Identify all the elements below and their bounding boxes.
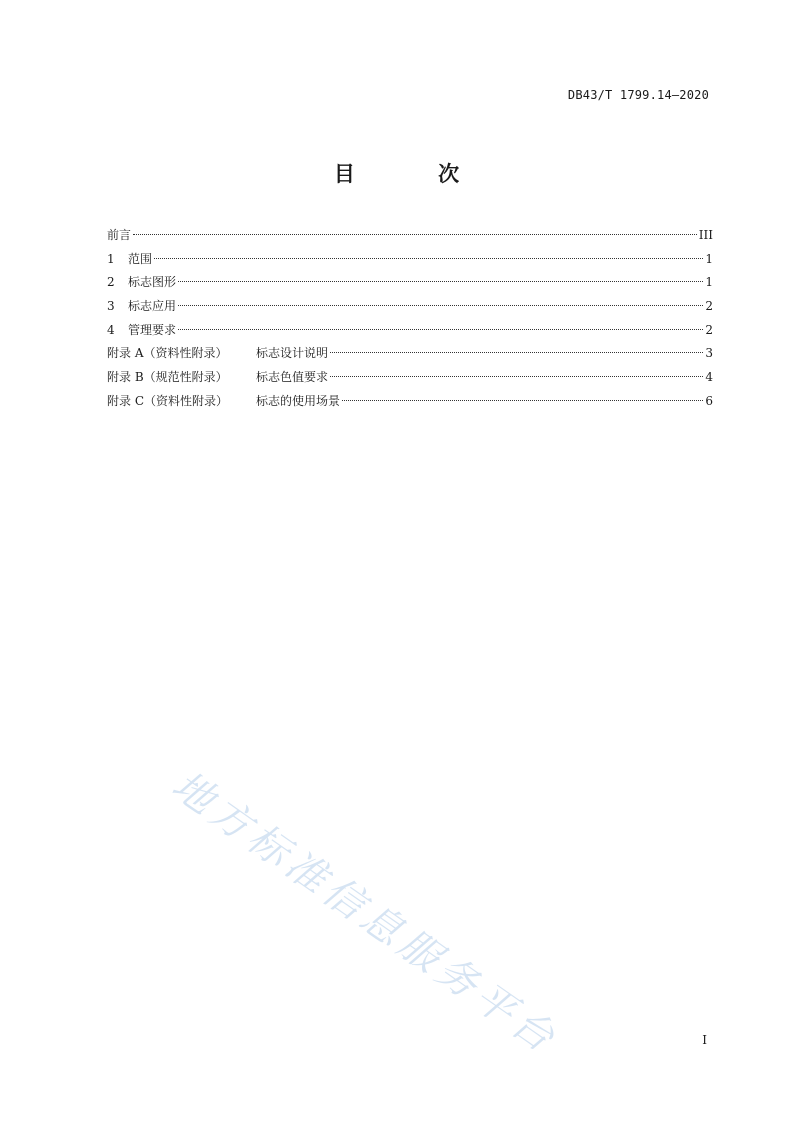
toc-entry-label: 标志图形 [128,275,177,290]
toc-entry-scope[interactable] [107,248,713,272]
toc-leader [154,258,703,259]
toc-entry-page: 3 [705,346,713,361]
toc-entry-label: 管理要求 [128,322,177,337]
toc-entry-label-group [107,248,152,272]
toc-entry-number: 1 [107,251,115,266]
toc-entry-page: 4 [705,370,713,385]
toc-entry-label-group [107,342,328,366]
toc-entry-label-group [107,390,340,414]
toc-entry-appendix-c[interactable] [107,390,713,414]
toc-entry-label-group [107,319,176,343]
toc-entry-management[interactable] [107,319,713,343]
toc-leader [178,305,703,306]
toc-entry-page: 1 [705,251,713,266]
toc-leader [133,234,697,235]
toc-entry-logo-application[interactable] [107,295,713,319]
toc-entry-appendix-a[interactable] [107,342,713,366]
toc-entry-number: 4 [107,322,115,337]
toc-leader [330,376,703,377]
watermark: 地方标准信息服务平台 [163,762,567,1064]
toc-entry-label-group [107,366,328,390]
toc-entry-label: 标志的使用场景 [256,393,341,408]
toc-leader [342,400,703,401]
toc-entry-label: 前言 [107,228,132,242]
toc-entry-page: 2 [705,322,713,337]
toc-title: 目 次 [333,162,498,186]
toc-leader [178,329,703,330]
toc-leader [330,352,703,353]
toc-entry-appendix: 附录 C（资料性附录） [107,393,228,408]
table-of-contents [107,224,713,414]
toc-entry-logo-graphic[interactable] [107,271,713,295]
toc-entry-label-group [107,271,176,295]
toc-entry-label: 范围 [128,251,153,266]
toc-entry-foreword[interactable] [107,224,713,248]
page-number: I [702,1033,707,1047]
toc-entry-label: 标志设计说明 [256,346,329,361]
toc-entry-label: 标志应用 [128,299,177,314]
toc-entry-appendix: 附录 A（资料性附录） [107,346,228,361]
toc-entry-number: 3 [107,299,115,314]
toc-entry-page: III [698,228,713,242]
toc-entry-page: 1 [705,275,713,290]
toc-entry-appendix: 附录 B（规范性附录） [107,370,228,385]
toc-entry-label: 标志色值要求 [256,370,329,385]
toc-entry-label-group [107,224,131,248]
toc-entry-page: 6 [705,393,713,408]
toc-entry-label-group [107,295,176,319]
toc-entry-number: 2 [107,275,115,290]
toc-entry-page: 2 [705,299,713,314]
toc-leader [178,281,703,282]
toc-entry-appendix-b[interactable] [107,366,713,390]
document-code: DB43/T 1799.14—2020 [567,88,709,102]
